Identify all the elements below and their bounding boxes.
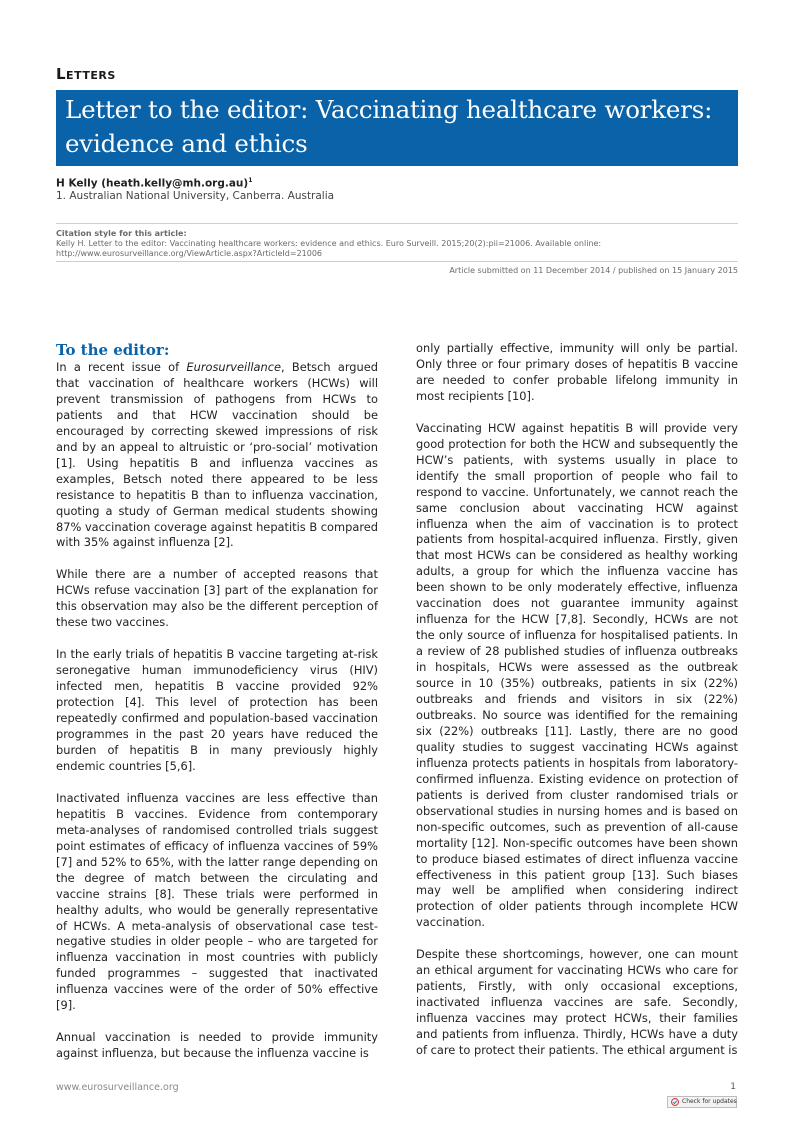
paragraph-1: In a recent issue of Eurosurveillance, Betsch argued that vaccination of healthcare workers (HCWs) will prevent transmission of pathogens from HCWs to patients and that HCW vaccination should be encouraged by correcting skewed impressions of risk and by an appeal to altruistic or ‘pro-social’ motivation [1]. Using hepatitis B and influenza vaccines as examples, Betsch noted there appeared to be less resistance to hepatitis B than to influenza vaccination, quoting a study of German medical students showing 87% vaccination coverage against hepatitis B compared with 35% against influenza [2]. xyxy=(56,360,378,550)
page-number: 1 xyxy=(730,1082,736,1092)
check-updates-label: Check for updates xyxy=(682,1098,737,1105)
title-line-1: Letter to the editor: Vaccinating healthcare workers: xyxy=(65,95,713,124)
paragraph-5: Annual vaccination is needed to provide immunity against influenza, but because the influenza vaccine is xyxy=(56,1030,378,1061)
submission-dates: Article submitted on 11 December 2014 / published on 15 January 2015 xyxy=(449,266,738,275)
body-column-right xyxy=(416,341,738,1075)
paragraph-5-continued: only partially effective, immunity will only be partial. Only three or four primary doses of hepatitis B vaccine are needed to confer probable lifelong immunity in most recipients [10]. xyxy=(416,341,738,403)
author-name: H Kelly (heath.kelly@mh.org.au) xyxy=(56,177,249,190)
divider xyxy=(56,261,738,262)
article-title xyxy=(56,90,738,166)
paragraph-2: While there are a number of accepted reasons that HCWs refuse vaccination [3] part of the explanation for this observation may also be the different perception of these two vaccines. xyxy=(56,567,378,630)
paragraph-3: In the early trials of hepatitis B vaccine targeting at-risk seronegative human immunodeficiency virus (HIV) infected men, hepatitis B vaccine provided 92% protection [4]. This level of protection has been repeatedly confirmed and population-based vaccination programmes in the past 20 years have reduced the burden of hepatitis B in many previously highly endemic countries [5,6]. xyxy=(56,647,378,773)
author-affiliation: 1. Australian National University, Canberra. Australia xyxy=(56,190,335,202)
check-updates-icon xyxy=(671,1098,679,1106)
body-column-left xyxy=(56,341,378,1078)
citation-block xyxy=(56,229,738,259)
salutation-heading: To the editor: xyxy=(56,341,170,359)
citation-heading: Citation style for this article: xyxy=(56,229,187,238)
section-label: Letters xyxy=(56,65,116,83)
title-line-2: evidence and ethics xyxy=(65,129,308,158)
journal-name: Eurosurveillance xyxy=(186,360,282,374)
paragraph-7: Despite these shortcomings, however, one can mount an ethical argument for vaccinating HCWs who care for patients, Firstly, with only occasional exceptions, inactivated influenza vaccines are safe. Secondly, influenza vaccines may protect HCWs, their families and patients from influenza. Thirdly, HCWs have a duty of care to protect their patients. The ethical argument is xyxy=(416,947,738,1058)
author-affiliation-marker: 1 xyxy=(248,177,253,184)
citation-text: Kelly H. Letter to the editor: Vaccinating healthcare workers: evidence and ethics. Euro Surveill. 2015;20(2):pii=21006. Available online: http://www.eurosurveillance.org/ViewArticle.aspx?ArticleId=21006 xyxy=(56,239,602,258)
author-line xyxy=(56,177,252,190)
paragraph-6: Vaccinating HCW against hepatitis B will provide very good protection for both the HCW and subsequently the HCW’s patients, with systems usually in place to identify the small proportion of people who fail to respond to vaccine. Unfortunately, we cannot reach the same conclusion about vaccinating HCW against influenza when the aim of vaccination is to protect patients from hospital-acquired influenza. Firstly, given that most HCWs can be considered as healthy working adults, a group for which the influenza vaccine has been shown to be only moderately effective, influenza vaccination does not guarantee immunity against influenza for the HCW [7,8]. Secondly, HCWs are not the only source of influenza for hospitalised patients. In a review of 28 published studies of influenza outbreaks in hospitals, HCWs were assessed as the outbreak source in 10 (35%) outbreaks, patients in six (22%) outbreaks and friends and visitors in six (22%) outbreaks. No source was identified for the remaining six (22%) outbreaks [11]. Lastly, there are no good quality studies to suggest vaccinating HCWs against influenza protects patients in hospitals from laboratory-confirmed influenza. Existing evidence on protection of patients is derived from cluster randomised trials or observational studies in nursing homes and is based on non-specific outcomes, such as prevention of all-cause mortality [12]. Non-specific outcomes have been shown to produce biased estimates of direct influenza vaccine effectiveness in this patient group [13]. Such biases may well be amplified when considering indirect protection of older patients through incomplete HCW vaccination. xyxy=(416,420,738,930)
check-for-updates-button[interactable] xyxy=(667,1096,737,1108)
footer-url[interactable]: www.eurosurveillance.org xyxy=(56,1082,179,1093)
divider xyxy=(56,223,738,224)
paragraph-4: Inactivated influenza vaccines are less effective than hepatitis B vaccines. Evidence from contemporary meta-analyses of randomised controlled trials suggest point estimates of efficacy of influenza vaccines of 59% [7] and 52% to 65%, with the latter range depending on the degree of match between the circulating and vaccine strains [8]. These trials were performed in healthy adults, who would be generally representative of HCWs. A meta-analysis of observational case test-negative studies in older people – who are targeted for influenza vaccination in most countries with publicly funded programmes – suggested that inactivated influenza vaccines were of the order of 50% effective [9]. xyxy=(56,790,378,1013)
